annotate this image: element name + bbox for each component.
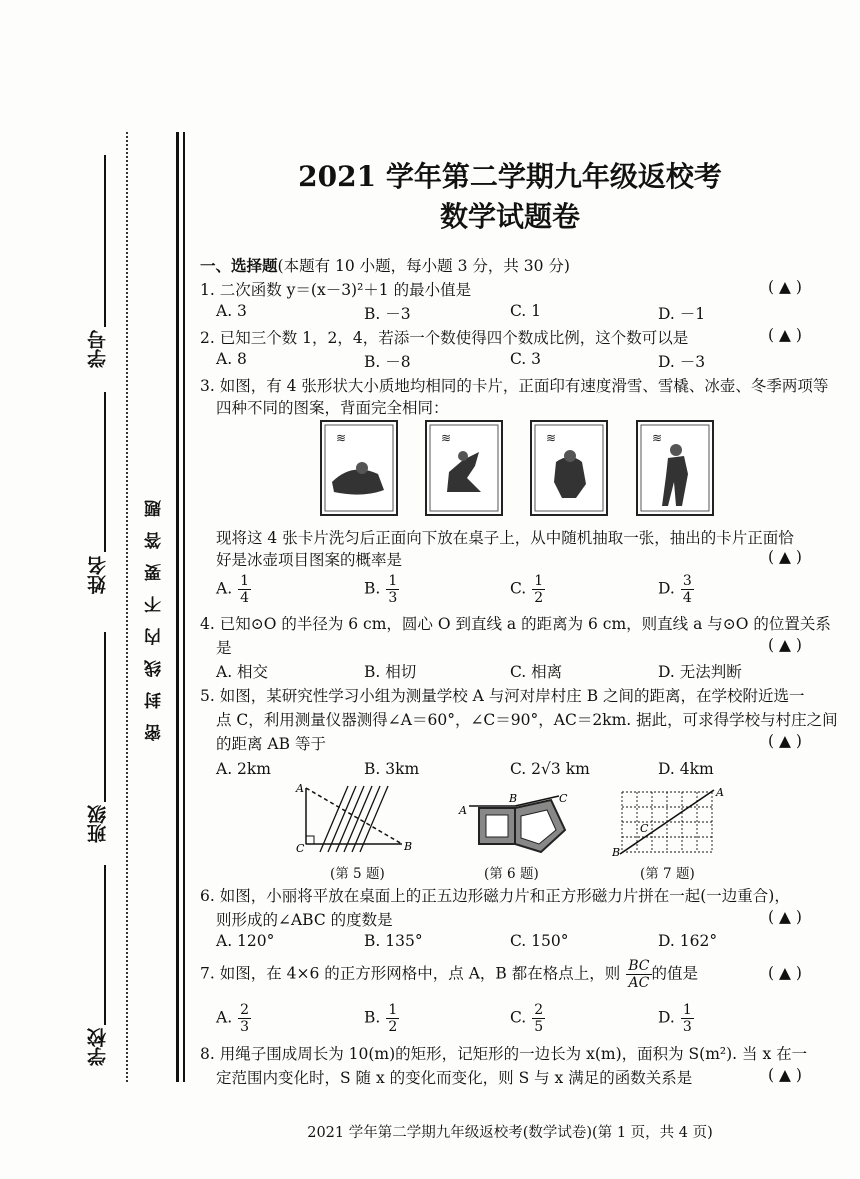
card-curling [530,420,608,516]
card-speed-skiing [320,420,398,516]
fraction-denominator: 3 [682,1019,692,1035]
q5-answer-mark: ( ▲ ) [768,732,802,750]
fraction-denominator: 4 [240,590,250,606]
q2-option-b: B. －8 [364,353,411,371]
q7-stem [200,958,698,991]
q2-answer-mark: ( ▲ ) [768,326,802,344]
q3-option-c-fraction [532,573,545,606]
q7-option-a-label: A. [216,1008,233,1027]
q7-option-a [216,1002,251,1035]
fraction-numerator: 1 [534,573,544,589]
svg-text:≋: ≋ [336,431,347,445]
q5-option-d: D. 4km [658,760,714,778]
q5-stem-line2: 点 C，利用测量仪器测得∠A＝60°，∠C＝90°，AC＝2km. 据此，可求得学校与村庄之间 [216,711,838,729]
fig6-point-a: A [459,804,467,817]
q3-stem-line2: 四种不同的图案，背面完全相同： [216,399,449,417]
q3-option-a-fraction [238,573,251,606]
fig5-point-a: A [296,782,304,795]
fig5-point-b: B [404,840,413,853]
q3-option-d [658,573,694,606]
q7-option-b-label: B. [364,1008,381,1027]
figure-5-caption: (第 5 题) [330,866,385,882]
q3-option-a-label: A. [216,579,233,598]
name-fill-line [104,392,106,552]
q5-stem-line3: 的距离 AB 等于 [216,735,326,753]
q7-option-b [364,1002,399,1035]
q6-stem-line1: 6. 如图，小丽将平放在桌面上的正五边形磁力片和正方形磁力片拼在一起(一边重合)， [200,887,790,905]
q3-stem-line3: 现将这 4 张卡片洗匀后正面向下放在桌子上，从中随机抽取一张，抽出的卡片正面恰 [216,529,794,547]
fraction-numerator: 1 [682,1002,692,1018]
fraction-numerator: BC [628,958,650,974]
q7-option-b-fraction [386,1002,399,1035]
fraction-numerator: 1 [388,1002,398,1018]
q3-stem-line4: 好是冰壶项目图案的概率是 [216,551,403,569]
section-header [200,254,570,276]
figure-7-caption: (第 7 题) [640,866,695,882]
q8-stem-line1: 8. 用绳子围成周长为 10(m)的矩形，记矩形的一边长为 x(m)，面积为 S(m²). 当 x 在一 [200,1045,808,1063]
student-number-fill-line [104,155,106,327]
figure-6-caption: (第 6 题) [484,866,539,882]
q8-stem-line2: 定范围内变化时，S 随 x 的变化而变化，则 S 与 x 满足的函数关系是 [216,1069,693,1087]
student-number-label: 学号 [87,330,109,368]
q7-option-a-fraction [238,1002,251,1035]
q4-option-c: C. 相离 [510,663,563,681]
fig6-point-c: C [559,792,568,805]
q6-option-a: A. 120° [216,932,275,950]
q6-option-c: C. 150° [510,932,569,950]
school-label: 学校 [87,1028,109,1066]
section-title: 一、选择题 [200,256,278,275]
binding-rule-inner [183,132,185,1082]
q5-option-b: B. 3km [364,760,420,778]
q4-option-a: A. 相交 [216,663,269,681]
q1-option-a: A. 3 [216,302,247,320]
svg-text:≋: ≋ [652,431,663,445]
figure-7-grid [612,784,730,858]
q3-option-d-label: D. [658,579,675,598]
seal-notice: 密封线内不要答题 [145,485,165,741]
q3-option-c-label: C. [510,579,527,598]
fraction-denominator: 5 [534,1019,544,1035]
fraction-numerator: 2 [240,1002,250,1018]
q3-option-c [510,573,545,606]
q6-answer-mark: ( ▲ ) [768,908,802,926]
binding-rule [176,132,179,1082]
q3-answer-mark: ( ▲ ) [768,548,802,566]
q1-option-b: B. －3 [364,305,411,323]
q7-stem-text: 7. 如图，在 4×6 的正方形网格中，点 A，B 都在格点上，则 [200,964,621,983]
fig7-point-b: B [612,846,621,858]
q4-stem-line1: 4. 已知⊙O 的半径为 6 cm，圆心 O 到直线 a 的距离为 6 cm，则直线 a 与⊙O 的位置关系 [200,615,831,633]
q8-answer-mark: ( ▲ ) [768,1066,802,1084]
q3-stem-line1: 3. 如图，有 4 张形状大小质地均相同的卡片，正面印有速度滑雪、雪橇、冰壶、冬季两项等 [200,377,829,395]
q7-answer-mark: ( ▲ ) [768,964,802,982]
svg-text:≋: ≋ [441,431,452,445]
fraction-denominator: 4 [682,590,692,606]
class-label: 班级 [87,805,109,843]
q7-option-d [658,1002,694,1035]
school-fill-line [104,865,106,1025]
figure-5-triangle [290,780,420,858]
q4-option-d: D. 无法判断 [658,663,742,681]
q3-option-b [364,573,399,606]
q2-option-c: C. 3 [510,350,542,368]
name-label: 姓名 [87,556,109,594]
svg-text:≋: ≋ [546,431,557,445]
fraction-denominator: 3 [388,590,398,606]
q6-option-d: D. 162° [658,932,718,950]
fig6-point-b: B [509,792,518,805]
q7-option-d-label: D. [658,1008,675,1027]
q4-option-b: B. 相切 [364,663,417,681]
q1-option-d: D. －1 [658,305,706,323]
q4-answer-mark: ( ▲ ) [768,636,802,654]
q4-stem-line2: 是 [216,639,232,657]
q5-option-a: A. 2km [216,760,271,778]
figure-6-pentagon-square [455,790,575,858]
q2-stem: 2. 已知三个数 1，2，4，若添一个数使得四个数成比例，这个数可以是 [200,329,689,347]
fraction-denominator: AC [628,975,650,991]
fig5-point-c: C [296,842,305,855]
q1-stem: 1. 二次函数 y＝(x－3)²＋1 的最小值是 [200,281,472,299]
class-fill-line [104,632,106,802]
fraction-denominator: 3 [240,1019,250,1035]
fraction-numerator: 1 [388,573,398,589]
section-note: (本题有 10 小题，每小题 3 分，共 30 分) [277,257,570,275]
q3-option-b-label: B. [364,579,381,598]
binding-dotted-line [126,132,128,1082]
page-title: 2021 学年第二学期九年级返校考 [298,160,722,193]
q3-option-b-fraction [386,573,399,606]
q7-ratio-fraction [626,958,651,991]
q5-stem-line1: 5. 如图，某研究性学习小组为测量学校 A 与河对岸村庄 B 之间的距离，在学校附近选一 [200,687,805,705]
q7-option-d-fraction [681,1002,694,1035]
card-sled [425,420,503,516]
q3-option-a [216,573,251,606]
page-subtitle: 数学试题卷 [439,200,580,233]
fraction-numerator: 1 [240,573,250,589]
fraction-numerator: 2 [534,1002,544,1018]
q6-stem-line2: 则形成的∠ABC 的度数是 [216,911,393,929]
q2-option-a: A. 8 [216,350,247,368]
card-biathlon [636,420,714,516]
q1-answer-mark: ( ▲ ) [768,278,802,296]
q7-option-c-label: C. [510,1008,527,1027]
q7-option-c-fraction [532,1002,545,1035]
q3-option-d-fraction [681,573,694,606]
page-footer: 2021 学年第二学期九年级返校考(数学试卷)(第 1 页，共 4 页) [307,1125,713,1141]
q2-option-d: D. －3 [658,353,706,371]
fig7-point-a: A [716,786,724,799]
q5-option-c: C. 2√3 km [510,760,590,778]
q6-option-b: B. 135° [364,932,423,950]
fraction-denominator: 2 [388,1019,398,1035]
q1-option-c: C. 1 [510,302,542,320]
q7-option-c [510,1002,545,1035]
fraction-denominator: 2 [534,590,544,606]
fraction-numerator: 3 [682,573,692,589]
fig7-point-c: C [640,822,649,835]
q7-stem-suffix: 的值是 [651,964,699,983]
